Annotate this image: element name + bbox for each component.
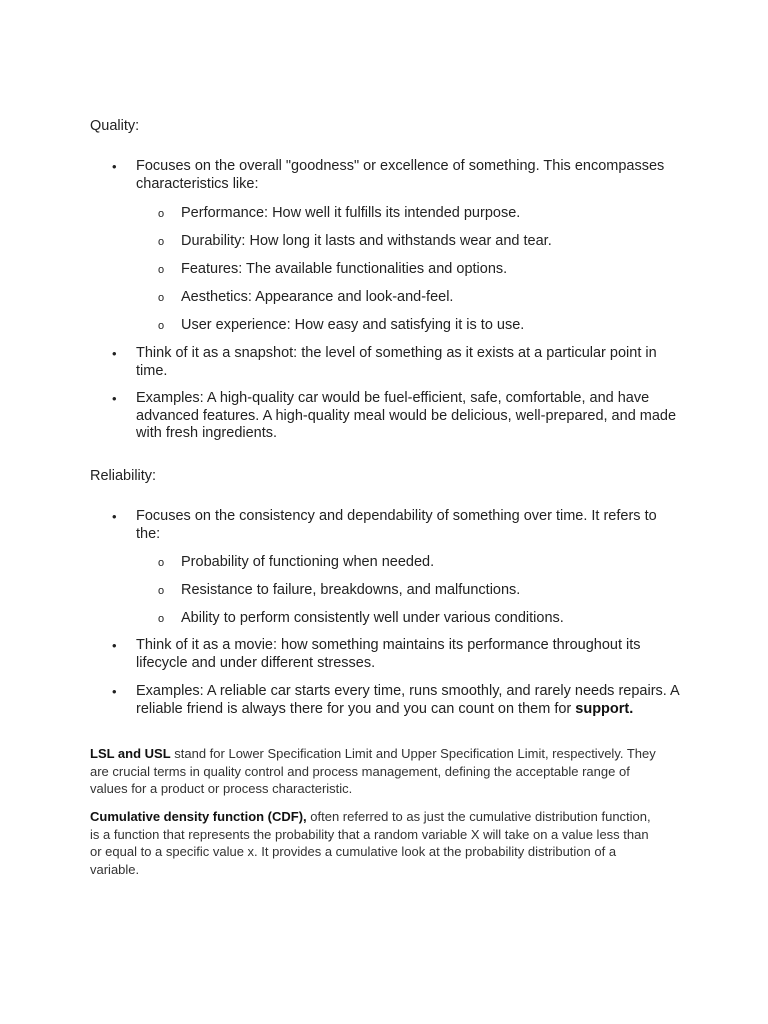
quality-sub-durability: o Durability: How long it lasts and withstands wear and tear. bbox=[181, 232, 681, 250]
reliability-sub-resistance: o Resistance to failure, breakdowns, and malfunctions. bbox=[181, 581, 681, 599]
lsl-usl-text: stand for Lower Specification Limit and Upper Specification Limit, respectively. They are crucial terms in quality control and process management, defining the acceptable range of values for a product or process characteristic. bbox=[90, 746, 656, 796]
reliability-bullet-examples bbox=[136, 683, 681, 718]
quality-bullet-examples: • Examples: A high-quality car would be fuel-efficient, safe, comfortable, and have advanced features. A high-quality meal would be delicious, well-prepared, and made with fresh ingredients. bbox=[136, 390, 681, 443]
lsl-usl-paragraph bbox=[90, 745, 660, 798]
lsl-usl-term: LSL and USL bbox=[90, 746, 171, 761]
reliability-examples-bold: support. bbox=[575, 700, 634, 717]
reliability-sub-ability: o Ability to perform consistently well under various conditions. bbox=[181, 609, 681, 627]
quality-sub-performance: o Performance: How well it fulfills its intended purpose. bbox=[181, 204, 681, 222]
reliability-examples-text: Examples: A reliable car starts every time, runs smoothly, and rarely needs repairs. A reliable friend is always there for you and you can count on them for bbox=[136, 683, 679, 717]
cdf-paragraph bbox=[90, 808, 660, 878]
reliability-bullet-focus: • Focuses on the consistency and dependability of something over time. It refers to the: bbox=[136, 508, 681, 543]
quality-sub-user-experience: o User experience: How easy and satisfying it is to use. bbox=[181, 316, 681, 334]
quality-bullet-focus: • Focuses on the overall "goodness" or excellence of something. This encompasses characteristics like: bbox=[136, 158, 681, 193]
quality-heading: Quality: bbox=[90, 118, 140, 134]
reliability-sub-probability: o Probability of functioning when needed. bbox=[181, 553, 681, 571]
cdf-term: Cumulative density function (CDF), bbox=[90, 809, 307, 824]
quality-bullet-snapshot: • Think of it as a snapshot: the level of something as it exists at a particular point in time. bbox=[136, 345, 681, 380]
quality-sub-features: o Features: The available functionalities and options. bbox=[181, 260, 681, 278]
reliability-bullet-movie: • Think of it as a movie: how something maintains its performance throughout its lifecycle and under different stresses. bbox=[136, 637, 681, 672]
reliability-heading: Reliability: bbox=[90, 468, 157, 484]
quality-sub-aesthetics: o Aesthetics: Appearance and look-and-feel. bbox=[181, 288, 681, 306]
cdf-text: often referred to as just the cumulative distribution function, is a function that represents the probability that a random variable X will take on a value less than or equal to a specific value x. It provides a cumulative look at the probability distribution of a variable. bbox=[90, 809, 651, 877]
